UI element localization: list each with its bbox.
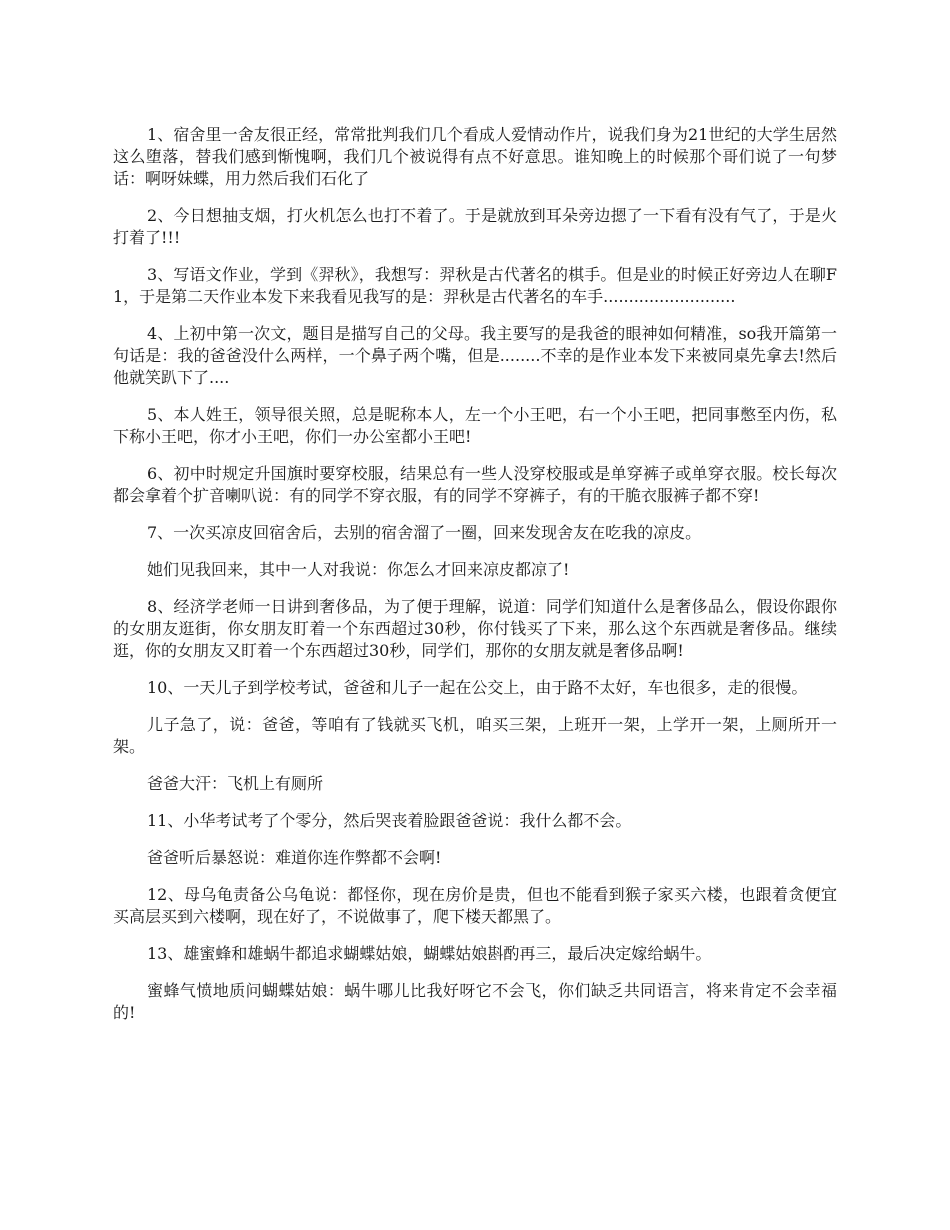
- joke-paragraph-4: 4、上初中第一次文，题目是描写自己的父母。我主要写的是我爸的眼神如何精准，so我开篇第一句话是：我的爸爸没什么两样，一个鼻子两个嘴，但是........不幸的是作业本发下来被同桌先拿去!然后他就笑趴下了....: [113, 324, 837, 387]
- joke-paragraph-1: 1、宿舍里一舍友很正经，常常批判我们几个看成人爱情动作片，说我们身为21世纪的大学生居然这么堕落，替我们感到惭愧啊，我们几个被说得有点不好意思。谁知晚上的时候那个哥们说了一句梦话：啊呀妹蝶，用力然后我们石化了: [113, 125, 837, 188]
- joke-paragraph-11-punchline: 爸爸听后暴怒说：难道你连作弊都不会啊!: [147, 848, 442, 867]
- document-body: [113, 124, 837, 1039]
- joke-paragraph-12: 12、母乌龟责备公乌龟说：都怪你，现在房价是贵，但也不能看到猴子家买六楼，也跟着贪便宜买高层买到六楼啊，现在好了，不说做事了，爬下楼天都黑了。: [113, 885, 837, 926]
- joke-paragraph-8: 8、经济学老师一日讲到奢侈品，为了便于理解，说道：同学们知道什么是奢侈品么，假设你跟你的女朋友逛街，你女朋友盯着一个东西超过30秒，你付钱买了下来，那么这个东西就是奢侈品。继续逛，你的女朋友又盯着一个东西超过30秒，同学们，那你的女朋友就是奢侈品啊!: [113, 597, 837, 660]
- joke-paragraph-2: 2、今日想抽支烟，打火机怎么也打不着了。于是就放到耳朵旁边摁了一下看有没有气了，于是火打着了!!!: [113, 206, 837, 247]
- joke-paragraph-10-continued: 儿子急了，说：爸爸，等咱有了钱就买飞机，咱买三架，上班开一架，上学开一架，上厕所开一架。: [113, 715, 837, 756]
- joke-paragraph-11: 11、小华考试考了个零分，然后哭丧着脸跟爸爸说：我什么都不会。: [147, 811, 632, 830]
- joke-paragraph-6: 6、初中时规定升国旗时要穿校服，结果总有一些人没穿校服或是单穿裤子或单穿衣服。校长每次都会拿着个扩音喇叭说：有的同学不穿衣服，有的同学不穿裤子，有的干脆衣服裤子都不穿!: [113, 464, 837, 505]
- joke-paragraph-7: 7、一次买凉皮回宿舍后，去别的宿舍溜了一圈，回来发现舍友在吃我的凉皮。: [147, 523, 702, 542]
- joke-paragraph-13: 13、雄蜜蜂和雄蜗牛都追求蝴蝶姑娘，蝴蝶姑娘斟酌再三，最后决定嫁给蜗牛。: [147, 944, 712, 963]
- joke-paragraph-5: 5、本人姓王，领导很关照，总是昵称本人，左一个小王吧，右一个小王吧，把同事憋至内伤，私下称小王吧，你才小王吧，你们一办公室都小王吧!: [113, 405, 837, 446]
- joke-paragraph-10: 10、一天儿子到学校考试，爸爸和儿子一起在公交上，由于路不太好，车也很多，走的很慢。: [147, 678, 808, 697]
- joke-paragraph-10-punchline: 爸爸大汗：飞机上有厕所: [147, 774, 324, 793]
- joke-paragraph-13-continued: 蜜蜂气愤地质问蝴蝶姑娘：蜗牛哪儿比我好呀它不会飞，你们缺乏共同语言，将来肯定不会幸福的!: [113, 981, 837, 1022]
- joke-paragraph-3: 3、写语文作业，学到《羿秋》，我想写：羿秋是古代著名的棋手。但是业的时候正好旁边人在聊F1，于是第二天作业本发下来我看见我写的是：羿秋是古代著名的车手..........................: [113, 265, 837, 306]
- joke-paragraph-7-continued: 她们见我回来，其中一人对我说：你怎么才回来凉皮都凉了!: [147, 560, 570, 579]
